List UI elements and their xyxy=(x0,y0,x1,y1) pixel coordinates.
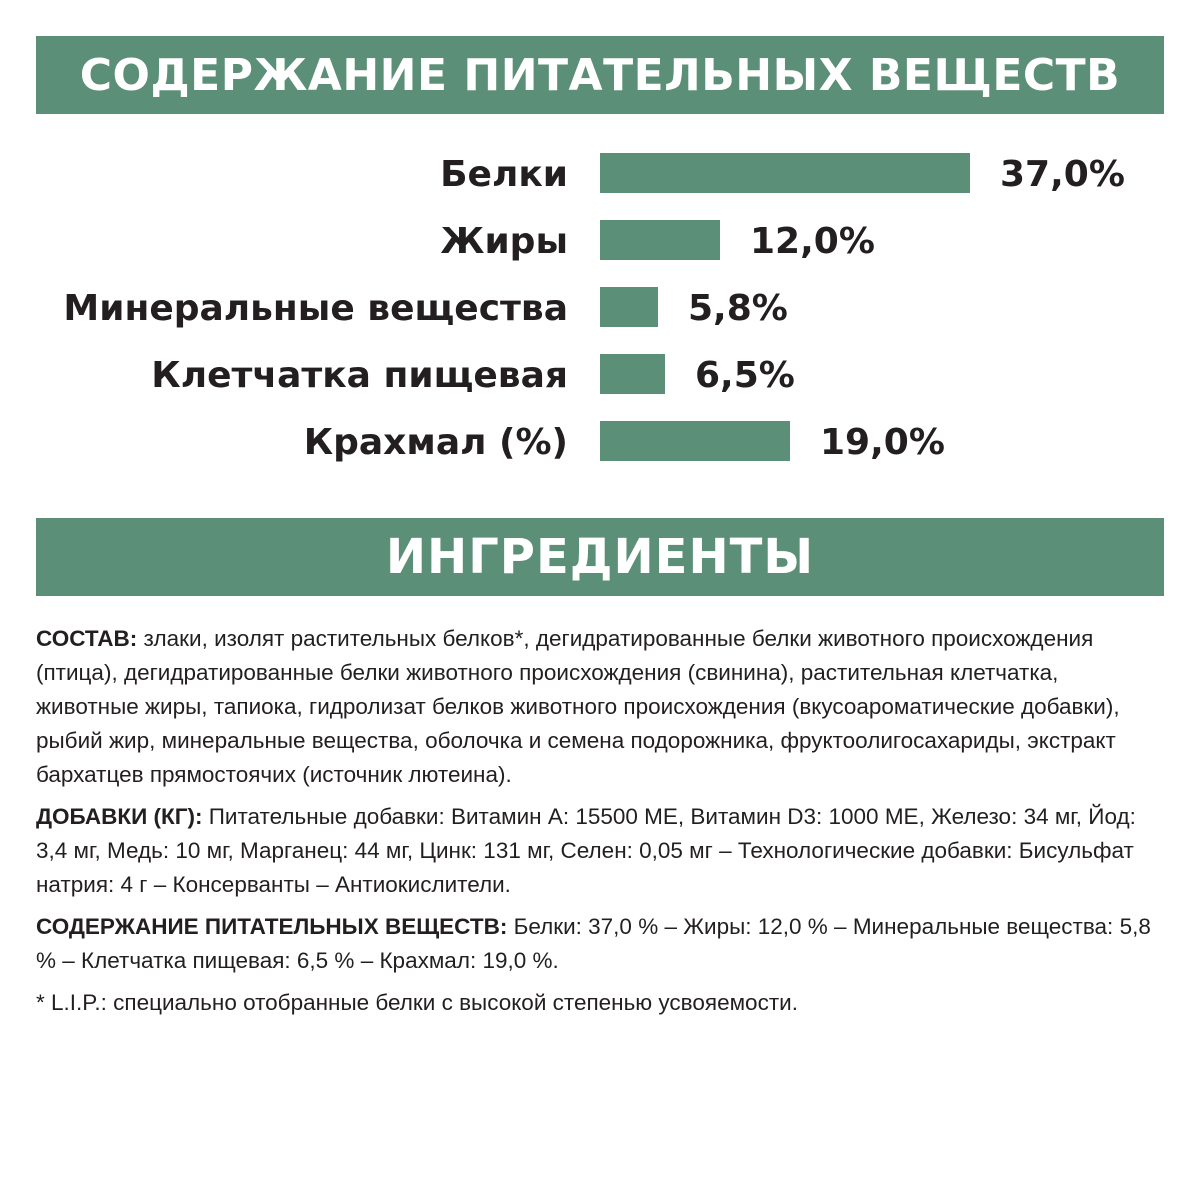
footnote: * L.I.P.: специально отобранные белки с высокой степенью усвояемости. xyxy=(36,990,798,1015)
value-label: 37,0% xyxy=(1000,154,1125,195)
bar xyxy=(600,354,665,394)
category-label: Белки xyxy=(440,154,568,195)
bar xyxy=(600,287,658,327)
additives-text: Питательные добавки: Витамин А: 15500 МЕ, Витамин D3: 1000 МЕ, Железо: 34 мг, Йод: 3,4 мг, Медь: 10 мг, Марганец: 44 мг, Цинк: 131 мг, Селен: 0,05 мг – Технологические добавки: Бисульфат натрия: 4 г – Консерванты – Антиокислители. xyxy=(36,804,1136,897)
value-label: 12,0% xyxy=(750,221,875,262)
additives-label: ДОБАВКИ (КГ): xyxy=(36,804,203,829)
composition-label: СОСТАВ: xyxy=(36,626,138,651)
category-label: Крахмал (%) xyxy=(303,422,568,463)
nutrients-label: СОДЕРЖАНИЕ ПИТАТЕЛЬНЫХ ВЕЩЕСТВ: xyxy=(36,914,508,939)
bar xyxy=(600,421,790,461)
ingredients-header: ИНГРЕДИЕНТЫ xyxy=(36,518,1164,596)
value-label: 6,5% xyxy=(695,355,795,396)
category-label: Клетчатка пищевая xyxy=(151,355,568,396)
bar xyxy=(600,220,720,260)
composition-text: злаки, изолят растительных белков*, дегидратированные белки животного происхождения (птица), дегидратированные белки животного происхождения (свинина), растительная клетчатка, животные жиры, тапиока, гидролизат белков животного происхождения (вкусоароматические добавки), рыбий жир, минеральные вещества, оболочка и семена подорожника, фруктоолигосахариды, экстракт бархатцев прямостоячих (источник лютеина). xyxy=(36,626,1120,787)
ingredients-text-block xyxy=(36,622,1164,1028)
nutrient-bar-chart xyxy=(0,140,1200,480)
value-label: 5,8% xyxy=(688,288,788,329)
category-label: Минеральные вещества xyxy=(63,288,568,329)
nutrients-text: Белки: 37,0 % – Жиры: 12,0 % – Минеральные вещества: 5,8 % – Клетчатка пищевая: 6,5 % – Крахмал: 19,0 %. xyxy=(36,914,1151,973)
category-label: Жиры xyxy=(440,221,568,262)
additives-paragraph xyxy=(36,800,1164,902)
nutrients-header: СОДЕРЖАНИЕ ПИТАТЕЛЬНЫХ ВЕЩЕСТВ xyxy=(36,36,1164,114)
value-label: 19,0% xyxy=(820,422,945,463)
composition-paragraph xyxy=(36,622,1164,792)
bar xyxy=(600,153,970,193)
nutrients-paragraph xyxy=(36,910,1164,978)
